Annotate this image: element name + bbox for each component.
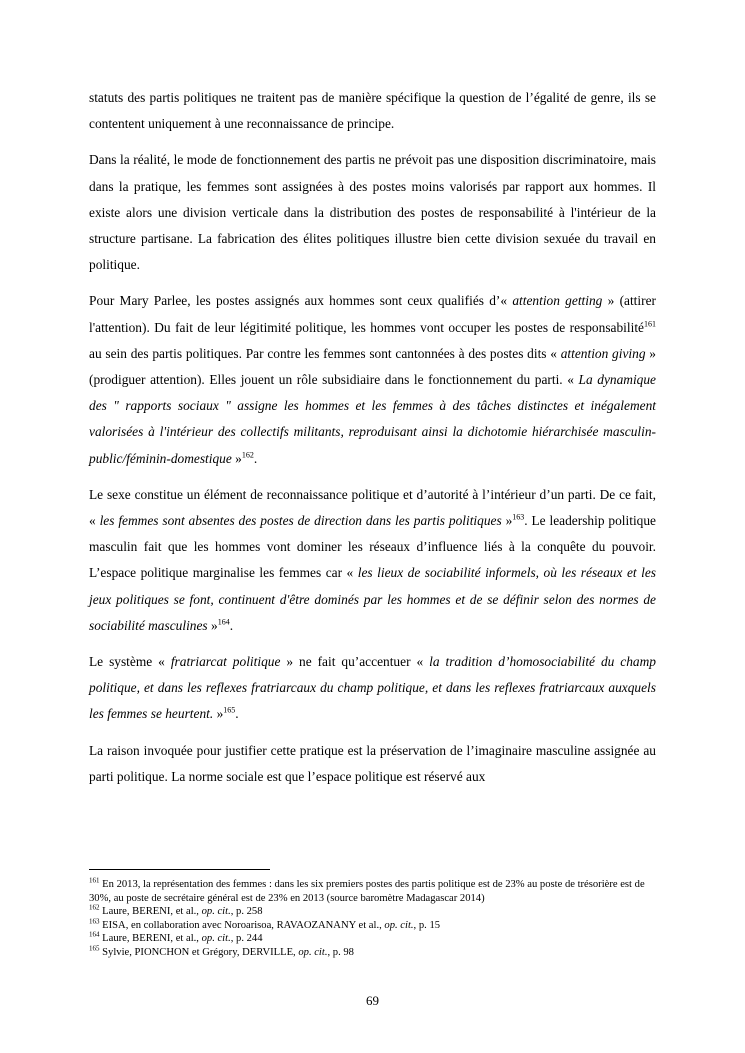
footnote <box>89 878 656 905</box>
italic-text: op. cit. <box>384 919 414 931</box>
footnote-ref: 162 <box>241 450 254 460</box>
page-number: 69 <box>366 993 379 1008</box>
footnote-number: 163 <box>89 917 100 926</box>
italic-text: attention giving <box>560 345 646 361</box>
text-run: » (prodiguer attention). Elles jouent un rôle subsidiaire dans le fonctionnement du parti. « <box>89 345 656 388</box>
paragraph <box>89 147 656 278</box>
text-run: » <box>213 706 224 722</box>
text-run: Pour Mary Parlee, les postes assignés aux hommes sont ceux qualifiés d’« <box>89 293 513 309</box>
italic-text: op. cit. <box>298 946 328 958</box>
italic-text: les femmes sont absentes des postes de direction dans les partis politiques <box>99 513 502 529</box>
paragraph <box>89 288 656 471</box>
italic-text: les lieux de sociabilité informels, où les réseaux et les jeux politiques se font, continuent d'être dominés par les hommes et de se définir selon des normes de sociabilité masculines <box>89 565 656 633</box>
footnote-number: 164 <box>89 930 100 939</box>
text-run: » (attirer l'attention). Du fait de leur légitimité politique, les hommes vont occuper les postes de responsabilité <box>89 293 656 335</box>
text-run: » <box>207 617 218 633</box>
text-run: . <box>229 617 234 633</box>
text-run: Laure, BERENI, et al., <box>102 933 202 945</box>
text-run: , p. 258 <box>230 906 263 918</box>
body-text <box>89 85 656 790</box>
text-run: En 2013, la représentation des femmes : dans les six premiers postes des partis politique est de 23% au poste de trésorière est de 30%, au poste de secrétaire général est de 23% en 2013 (source baromètre Madagascar 2014) <box>89 879 645 904</box>
text-run: » ne fait qu’accentuer « <box>280 654 430 670</box>
italic-text: op. cit. <box>201 933 231 945</box>
footnote <box>89 905 656 919</box>
text-run: . Le leadership politique masculin fait que les hommes vont dominer les réseaux d’influence liés à la conquête du pouvoir. L’espace politique marginalise les femmes car « <box>89 513 657 581</box>
text-run: au sein des partis politiques. Par contre les femmes sont cantonnées à des postes dits « <box>89 345 561 361</box>
paragraph <box>89 482 656 639</box>
text-run: Laure, BERENI, et al., <box>102 906 202 918</box>
italic-text: La dynamique des " rapports sociaux " assigne les hommes et les femmes à des tâches distinctes et inégalement valorisées à l'intérieur des collectifs militants, reproduisant ainsi la dichotomie hiérarchisée masculin-public/féminin-domestique <box>89 372 656 466</box>
italic-text: la tradition d’homosociabilité du champ politique, et dans les reflexes fratriarcaux du champ politique, et dans les reflexes fratriarcaux auxquels les femmes se heurtent. <box>89 654 656 722</box>
footnote-ref: 164 <box>217 617 230 627</box>
footnote <box>89 919 656 933</box>
footnote-ref: 165 <box>223 706 236 715</box>
text-run: EISA, en collaboration avec Noroarisoa, RAVAOZANANY et al., <box>102 919 385 931</box>
text-run: . <box>235 706 239 722</box>
text-run: » <box>501 513 513 529</box>
italic-text: fratriarcat politique <box>170 654 281 670</box>
text-run: , p. 98 <box>327 946 354 958</box>
footnote-number: 161 <box>89 876 100 885</box>
italic-text: attention getting <box>512 293 603 309</box>
text-run: » <box>231 450 242 466</box>
text-run: La raison invoquée pour justifier cette pratique est la préservation de l’imaginaire masculine assignée au parti politique. La norme sociale est que l’espace politique est réservé aux <box>89 742 656 784</box>
footnote <box>89 946 656 960</box>
text-run: , p. 244 <box>230 933 263 945</box>
footnotes <box>89 878 656 960</box>
text-run: Dans la réalité, le mode de fonctionnement des partis ne prévoit pas une disposition discriminatoire, mais dans la pratique, les femmes sont assignées à des postes moins valorisés par rapport aux hommes. Il existe alors une division verticale dans la distribution des postes de responsabilité à l'intérieur de la structure partisane. La fabrication des élites politiques illustre bien cette division sexuée du travail en politique. <box>89 152 656 273</box>
text-run: . <box>253 450 258 466</box>
paragraph <box>89 85 656 137</box>
footnote-ref: 161 <box>644 319 656 329</box>
paragraph <box>89 649 656 728</box>
paragraph <box>89 738 656 790</box>
footnote-number: 165 <box>89 944 100 953</box>
italic-text: op. cit. <box>201 906 231 918</box>
footnote-separator <box>89 869 270 870</box>
text-run: Le système « <box>89 654 171 670</box>
text-run: Sylvie, PIONCHON et Grégory, DERVILLE, <box>102 946 299 958</box>
footnote-number: 162 <box>89 903 100 912</box>
text-run: Le sexe constitue un élément de reconnaissance politique et d’autorité à l’intérieur d’un parti. De ce fait, « <box>89 486 656 529</box>
footnote <box>89 932 656 946</box>
footnote-ref: 163 <box>512 512 525 522</box>
text-run: statuts des partis politiques ne traitent pas de manière spécifique la question de l’égalité de genre, ils se contentent uniquement à une reconnaissance de principe. <box>89 90 656 132</box>
text-run: , p. 15 <box>413 919 441 931</box>
